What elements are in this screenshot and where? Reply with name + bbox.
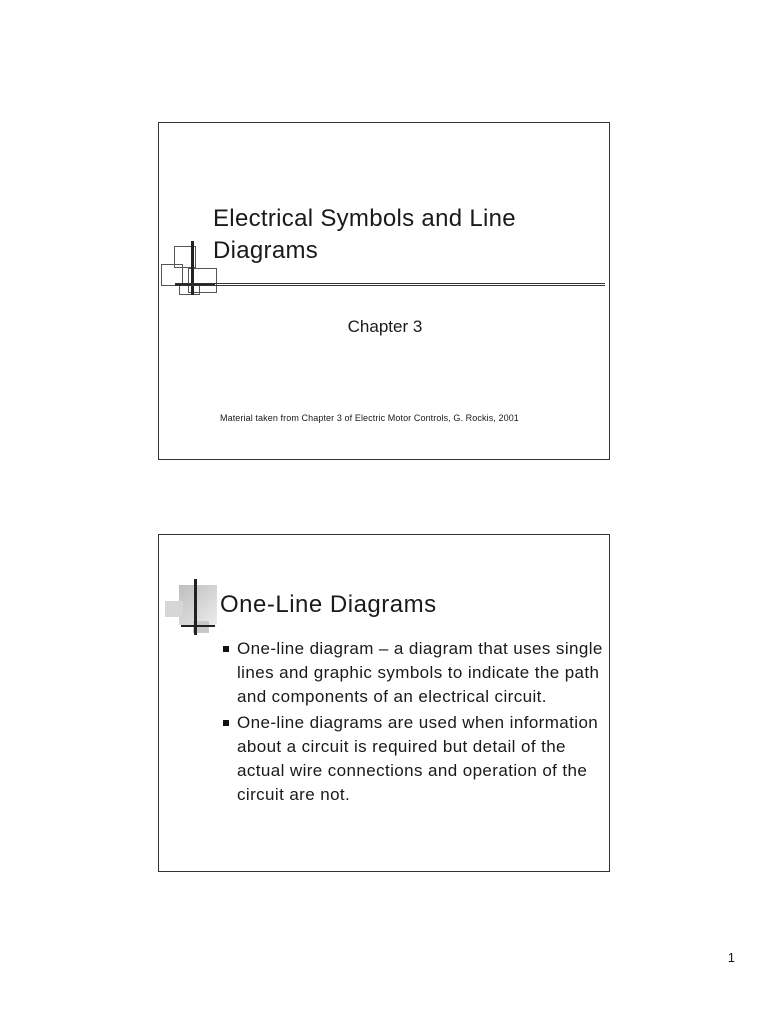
- list-item: [223, 637, 603, 709]
- list-item-text: One-line diagrams are used when information about a circuit is required but detail of the actual wire connections and operation of the circuit are not.: [237, 713, 599, 804]
- square-bullet-icon: [223, 646, 229, 652]
- list-item: [223, 711, 603, 807]
- slide-subtitle: Chapter 3: [347, 317, 423, 336]
- square-bullet-icon: [223, 720, 229, 726]
- slide-one-line-diagrams: [158, 534, 610, 872]
- slide-title-text: One-Line Diagrams: [220, 591, 437, 618]
- slide-title: [158, 122, 610, 460]
- page-number: 1: [727, 950, 735, 965]
- slide-title-text: Electrical Symbols and Line Diagrams: [213, 205, 516, 264]
- title-rule: [175, 283, 605, 286]
- list-item-text: One-line diagram – a diagram that uses single lines and graphic symbols to indicate the path and components of an electrical circuit.: [237, 639, 603, 706]
- source-note: Material taken from Chapter 3 of Electric Motor Controls, G. Rockis, 2001: [220, 413, 519, 423]
- slide-decoration-shaded-squares: [159, 535, 279, 645]
- bullet-list: [223, 637, 603, 809]
